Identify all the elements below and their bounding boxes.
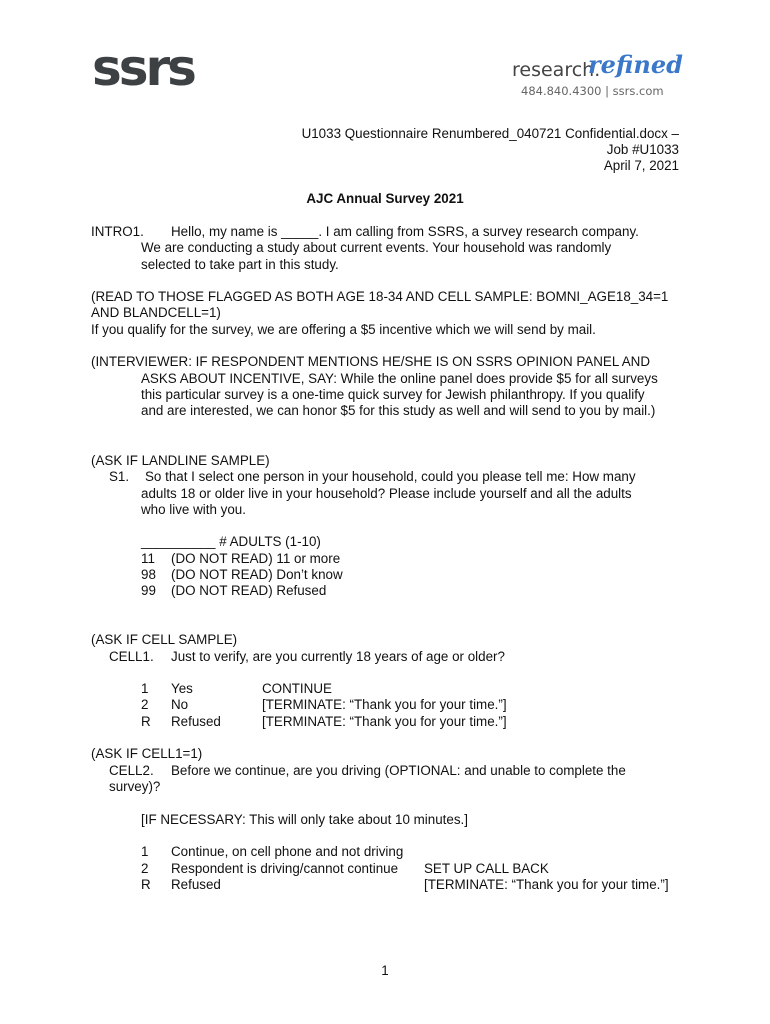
s1-option-code: 99	[141, 583, 156, 598]
cell2-label: CELL2.	[109, 763, 154, 778]
cell2-line-1: Before we continue, are you driving (OPTIONAL: and unable to complete the	[171, 763, 626, 778]
cell1-option-code: R	[141, 714, 151, 729]
contact-line: 484.840.4300 | ssrs.com	[521, 84, 664, 98]
intro-line-3: selected to take part in this study.	[141, 257, 339, 272]
s1-option-text: (DO NOT READ) 11 or more	[171, 551, 341, 566]
tagline-refined: refined	[588, 50, 683, 79]
s1-label: S1.	[109, 469, 130, 484]
cell1-option-code: 1	[141, 681, 149, 696]
s1-option-text: (DO NOT READ) Refused	[171, 583, 327, 598]
cell1-condition: (ASK IF CELL SAMPLE)	[91, 632, 238, 647]
cell2-option-text: Refused	[171, 877, 221, 892]
cell1-label: CELL1.	[109, 649, 154, 664]
cell2-option-code: R	[141, 877, 151, 892]
cell1-option-text: Refused	[171, 714, 221, 729]
interviewer-note-line-1: (INTERVIEWER: IF RESPONDENT MENTIONS HE/SHE IS ON SSRS OPINION PANEL AND	[91, 354, 651, 369]
cell1-option-text: No	[171, 697, 189, 712]
s1-option-code: 98	[141, 567, 156, 582]
cell2-option-text: Continue, on cell phone and not driving	[171, 844, 404, 859]
cell1-option-instruction: [TERMINATE: “Thank you for your time.”]	[262, 697, 507, 712]
interviewer-note-line-3: this particular survey is a one-time quick survey for Jewish philanthropy. If you qualify	[141, 387, 645, 402]
read-note-line-2: AND BLANDCELL=1)	[91, 305, 221, 320]
cell2-option-instruction: [TERMINATE: “Thank you for your time.”]	[424, 877, 669, 892]
cell2-option-code: 2	[141, 861, 149, 876]
cell2-option-text: Respondent is driving/cannot continue	[171, 861, 399, 876]
doc-date: April 7, 2021	[603, 158, 679, 173]
cell2-condition: (ASK IF CELL1=1)	[91, 746, 203, 761]
cell1-option-instruction: [TERMINATE: “Thank you for your time.”]	[262, 714, 507, 729]
cell2-line-2: survey)?	[109, 779, 161, 794]
intro-line-2: We are conducting a study about current events. Your household was randomly	[141, 240, 612, 255]
read-note-line-3: If you qualify for the survey, we are offering a $5 incentive which we will send by mail.	[91, 322, 596, 337]
intro-line-1: Hello, my name is _____. I am calling from SSRS, a survey research company.	[171, 224, 639, 239]
cell1-option-instruction: CONTINUE	[262, 681, 332, 696]
s1-option-adults: __________ # ADULTS (1-10)	[141, 534, 321, 549]
read-note-line-1: (READ TO THOSE FLAGGED AS BOTH AGE 18-34 AND CELL SAMPLE: BOMNI_AGE18_34=1	[91, 289, 669, 304]
cell1-option-text: Yes	[171, 681, 193, 696]
s1-option-text: (DO NOT READ) Don’t know	[171, 567, 343, 582]
tagline-research: research.	[512, 59, 601, 81]
cell2-note: [IF NECESSARY: This will only take about 10 minutes.]	[141, 812, 468, 827]
s1-condition: (ASK IF LANDLINE SAMPLE)	[91, 453, 270, 468]
interviewer-note-line-2: ASKS ABOUT INCENTIVE, SAY: While the online panel does provide $5 for all surveys	[141, 371, 658, 386]
cell1-option-code: 2	[141, 697, 149, 712]
cell2-option-code: 1	[141, 844, 149, 859]
page-number: 1	[381, 963, 389, 978]
doc-filename: U1033 Questionnaire Renumbered_040721 Confidential.docx –	[301, 126, 679, 141]
intro-label: INTRO1.	[91, 224, 144, 239]
cell2-option-instruction: SET UP CALL BACK	[424, 861, 549, 876]
s1-line-1: So that I select one person in your household, could you please tell me: How many	[145, 469, 636, 484]
cell1-question: Just to verify, are you currently 18 years of age or older?	[171, 649, 505, 664]
page-title: AJC Annual Survey 2021	[306, 191, 464, 206]
s1-line-2: adults 18 or older live in your household? Please include yourself and all the adults	[141, 486, 632, 501]
interviewer-note-line-4: and are interested, we can honor $5 for this study as well and will send to you by mail.)	[141, 403, 656, 418]
s1-option-code: 11	[141, 551, 155, 566]
ssrs-logo: ssrs	[92, 39, 194, 97]
s1-line-3: who live with you.	[141, 502, 246, 517]
doc-job: Job #U1033	[606, 142, 679, 157]
